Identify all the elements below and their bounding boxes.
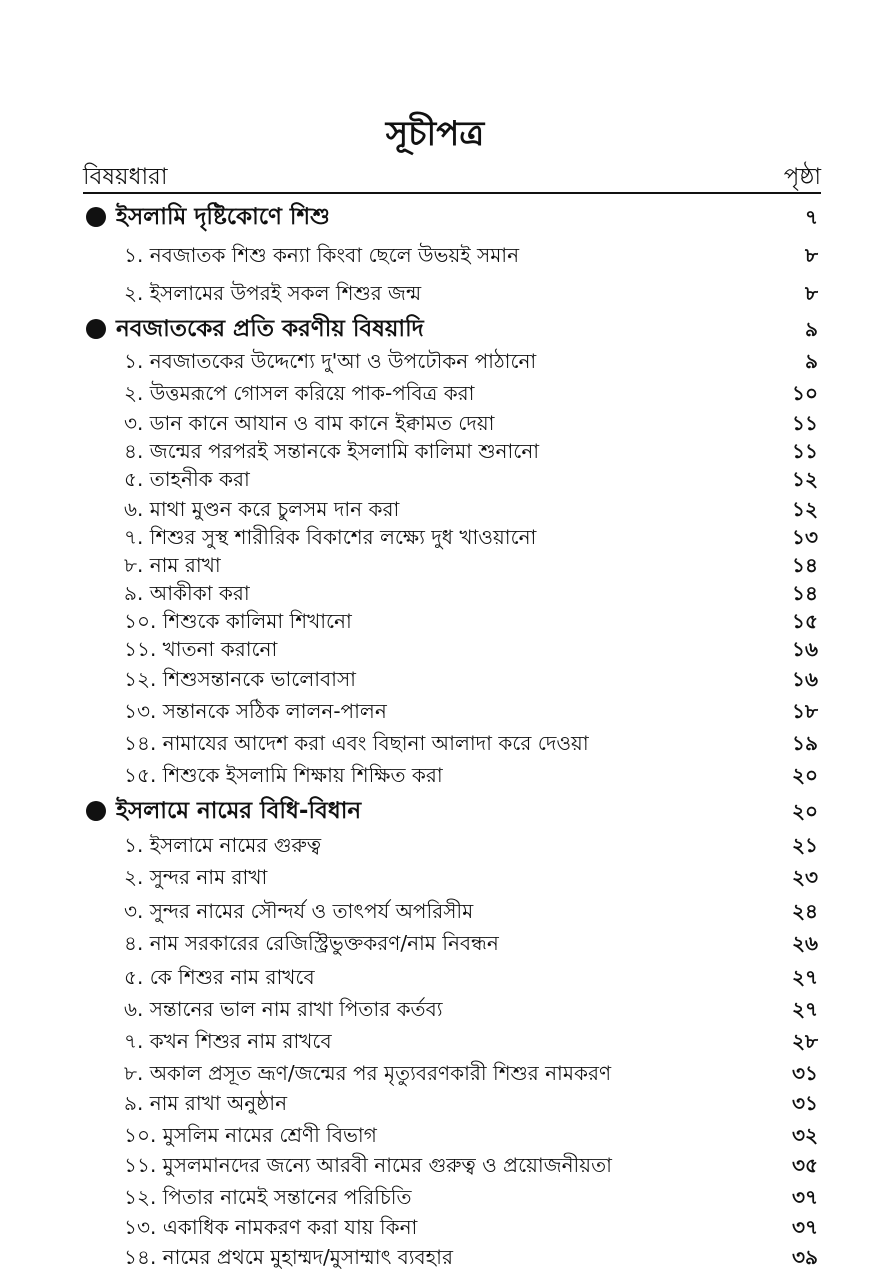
toc-item — [124, 728, 818, 758]
bullet-icon — [86, 801, 106, 821]
toc-entry-text: ২. ইসলামের উপরই সকল শিশুর জন্ম — [124, 281, 422, 305]
toc-page-number: ২১ — [792, 833, 818, 857]
toc-entry-text: ১৫. শিশুকে ইসলামি শিক্ষায় শিক্ষিত করা — [124, 763, 443, 787]
toc-section — [86, 796, 818, 826]
toc-item — [124, 346, 818, 376]
column-header-subject: বিষয়ধারা — [83, 164, 168, 190]
toc-page-number: ১০ — [792, 381, 818, 405]
toc-item — [124, 1058, 818, 1088]
toc-entry-text: ১৪. নামের প্রথমে মুহাম্মদ/মুসাম্মাৎ ব্যবহার — [124, 1245, 453, 1269]
toc-entry-text: ১০. মুসলিম নামের শ্রেণী বিভাগ — [124, 1123, 377, 1147]
toc-page-number: ১৪ — [792, 581, 818, 605]
toc-entry-text: ৪. জন্মের পরপরই সন্তানকে ইসলামি কালিমা শুনানো — [124, 439, 540, 463]
toc-page-number: ২৭ — [791, 997, 818, 1021]
toc-page-number: ৭ — [804, 205, 818, 229]
toc-page-number: ৩১ — [792, 1061, 818, 1085]
toc-page-number: ২৬ — [791, 931, 818, 955]
bullet-icon — [86, 319, 106, 339]
toc-item — [124, 1120, 818, 1150]
toc-page-number: ৮ — [805, 281, 818, 305]
toc-item — [124, 1026, 818, 1056]
toc-item — [124, 994, 818, 1024]
toc-page-number: ২৩ — [791, 865, 818, 889]
toc-item — [124, 862, 818, 892]
toc-page-number: ২৮ — [792, 1029, 818, 1053]
toc-page-number: ২৪ — [792, 899, 818, 923]
toc-item — [124, 550, 818, 580]
toc-item — [124, 240, 818, 270]
toc-page-number: ২৭ — [791, 965, 818, 989]
toc-item — [124, 408, 818, 438]
toc-item — [124, 760, 818, 790]
toc-page-number: ২০ — [791, 799, 818, 823]
toc-item — [124, 1212, 818, 1242]
toc-item — [124, 1182, 818, 1212]
column-header-page: পৃষ্ঠা — [783, 164, 821, 190]
toc-entry-text: ৮. নাম রাখা — [124, 553, 221, 577]
toc-item — [124, 634, 818, 664]
toc-page-number: ৩৭ — [791, 1215, 818, 1239]
toc-item — [124, 578, 818, 608]
toc-entry-text: ৬. সন্তানের ভাল নাম রাখা পিতার কর্তব্য — [124, 997, 443, 1021]
toc-entry-text: ৫. তাহনীক করা — [124, 467, 250, 491]
toc-page-number: ৮ — [805, 243, 818, 267]
toc-entry-text: ২. সুন্দর নাম রাখা — [124, 865, 268, 889]
toc-entry-text: ৬. মাথা মুণ্ডন করে চুলসম দান করা — [124, 497, 400, 521]
toc-entry-text: ইসলামে নামের বিধি-বিধান — [116, 798, 362, 824]
toc-entry-text: ৭. শিশুর সুস্থ শারীরিক বিকাশের লক্ষ্যে দুধ খাওয়ানো — [124, 525, 537, 549]
toc-item — [124, 1242, 818, 1272]
toc-entry-text: ১. নবজাতক শিশু কন্যা কিংবা ছেলে উভয়ই সমান — [124, 243, 520, 267]
toc-entry-text: ১৪. নামাযের আদেশ করা এবং বিছানা আলাদা করে দেওয়া — [124, 731, 589, 755]
toc-page-number: ১১ — [792, 439, 818, 463]
toc-entry-text: ১৩. সন্তানকে সঠিক লালন-পালন — [124, 699, 387, 723]
toc-section — [86, 202, 818, 232]
toc-page-number: ৩২ — [791, 1123, 818, 1147]
toc-page-number: ১১ — [792, 411, 818, 435]
toc-entry-text: ১২. শিশুসন্তানকে ভালোবাসা — [124, 667, 356, 691]
toc-item — [124, 696, 818, 726]
toc-page-number: ১৫ — [792, 609, 818, 633]
toc-page-number: ১২ — [792, 467, 818, 491]
toc-item — [124, 1150, 818, 1180]
toc-item — [124, 896, 818, 926]
toc-entry-text: নবজাতকের প্রতি করণীয় বিষয়াদি — [116, 316, 424, 342]
toc-item — [124, 464, 818, 494]
toc-section — [86, 314, 818, 344]
toc-entry-text: ৭. কখন শিশুর নাম রাখবে — [124, 1029, 332, 1053]
toc-page-number: ১৩ — [792, 525, 818, 549]
toc-entry-text: ৯. নাম রাখা অনুষ্ঠান — [124, 1091, 288, 1115]
toc-entry-text: ৮. অকাল প্রসূত ভ্রূণ/জন্মের পর মৃত্যুবরণকারী শিশুর নামকরণ — [124, 1061, 612, 1085]
toc-entry-text: ১১. মুসলমানদের জন্যে আরবী নামের গুরুত্ব ও প্রয়োজনীয়তা — [124, 1153, 612, 1177]
toc-entry-text: ১০. শিশুকে কালিমা শিখানো — [124, 609, 352, 633]
toc-page-number: ৯ — [805, 317, 818, 341]
toc-page-number: ১৬ — [792, 637, 818, 661]
toc-item — [124, 522, 818, 552]
toc-item — [124, 436, 818, 466]
toc-page-number: ৯ — [805, 349, 818, 373]
toc-entry-text: ইসলামি দৃষ্টিকোণে শিশু — [116, 204, 330, 230]
toc-item — [124, 664, 818, 694]
page-title: সূচীপত্র — [385, 114, 485, 154]
toc-entry-text: ১. নবজাতকের উদ্দেশ্যে দু'আ ও উপঢৌকন পাঠানো — [124, 349, 537, 373]
toc-entry-text: ৩. সুন্দর নামের সৌন্দর্য ও তাৎপর্য অপরিসীম — [124, 899, 474, 923]
toc-entry-text: ১৩. একাধিক নামকরণ করা যায় কিনা — [124, 1215, 418, 1239]
toc-entry-text: ১১. খাতনা করানো — [124, 637, 278, 661]
toc-entry-text: ৯. আকীকা করা — [124, 581, 250, 605]
toc-item — [124, 494, 818, 524]
toc-page-number: ১৯ — [792, 731, 818, 755]
toc-page-number: ৩১ — [792, 1091, 818, 1115]
toc-page-number: ২০ — [791, 763, 818, 787]
toc-entry-text: ৩. ডান কানে আযান ও বাম কানে ইক্বামত দেয়া — [124, 411, 495, 435]
toc-page-number: ৩৭ — [791, 1185, 818, 1209]
toc-page-number: ৩৯ — [792, 1245, 818, 1269]
toc-entry-text: ১২. পিতার নামেই সন্তানের পরিচিতি — [124, 1185, 412, 1209]
toc-entry-text: ৪. নাম সরকারের রেজিস্ট্রিভুক্তকরণ/নাম নিবন্ধন — [124, 931, 499, 955]
bullet-icon — [86, 207, 106, 227]
toc-page-number: ১৪ — [792, 553, 818, 577]
toc-item — [124, 962, 818, 992]
toc-item — [124, 606, 818, 636]
toc-entry-text: ৫. কে শিশুর নাম রাখবে — [124, 965, 315, 989]
toc-page-number: ১৬ — [792, 667, 818, 691]
toc-page-number: ৩৫ — [792, 1153, 818, 1177]
toc-item — [124, 378, 818, 408]
toc-item — [124, 278, 818, 308]
toc-entry-text: ১. ইসলামে নামের গুরুত্ব — [124, 833, 322, 857]
toc-page-number: ১৮ — [792, 699, 818, 723]
toc-page-number: ১২ — [792, 497, 818, 521]
toc-item — [124, 830, 818, 860]
toc-item — [124, 928, 818, 958]
toc-entry-text: ২. উত্তমরূপে গোসল করিয়ে পাক-পবিত্র করা — [124, 381, 475, 405]
toc-item — [124, 1088, 818, 1118]
